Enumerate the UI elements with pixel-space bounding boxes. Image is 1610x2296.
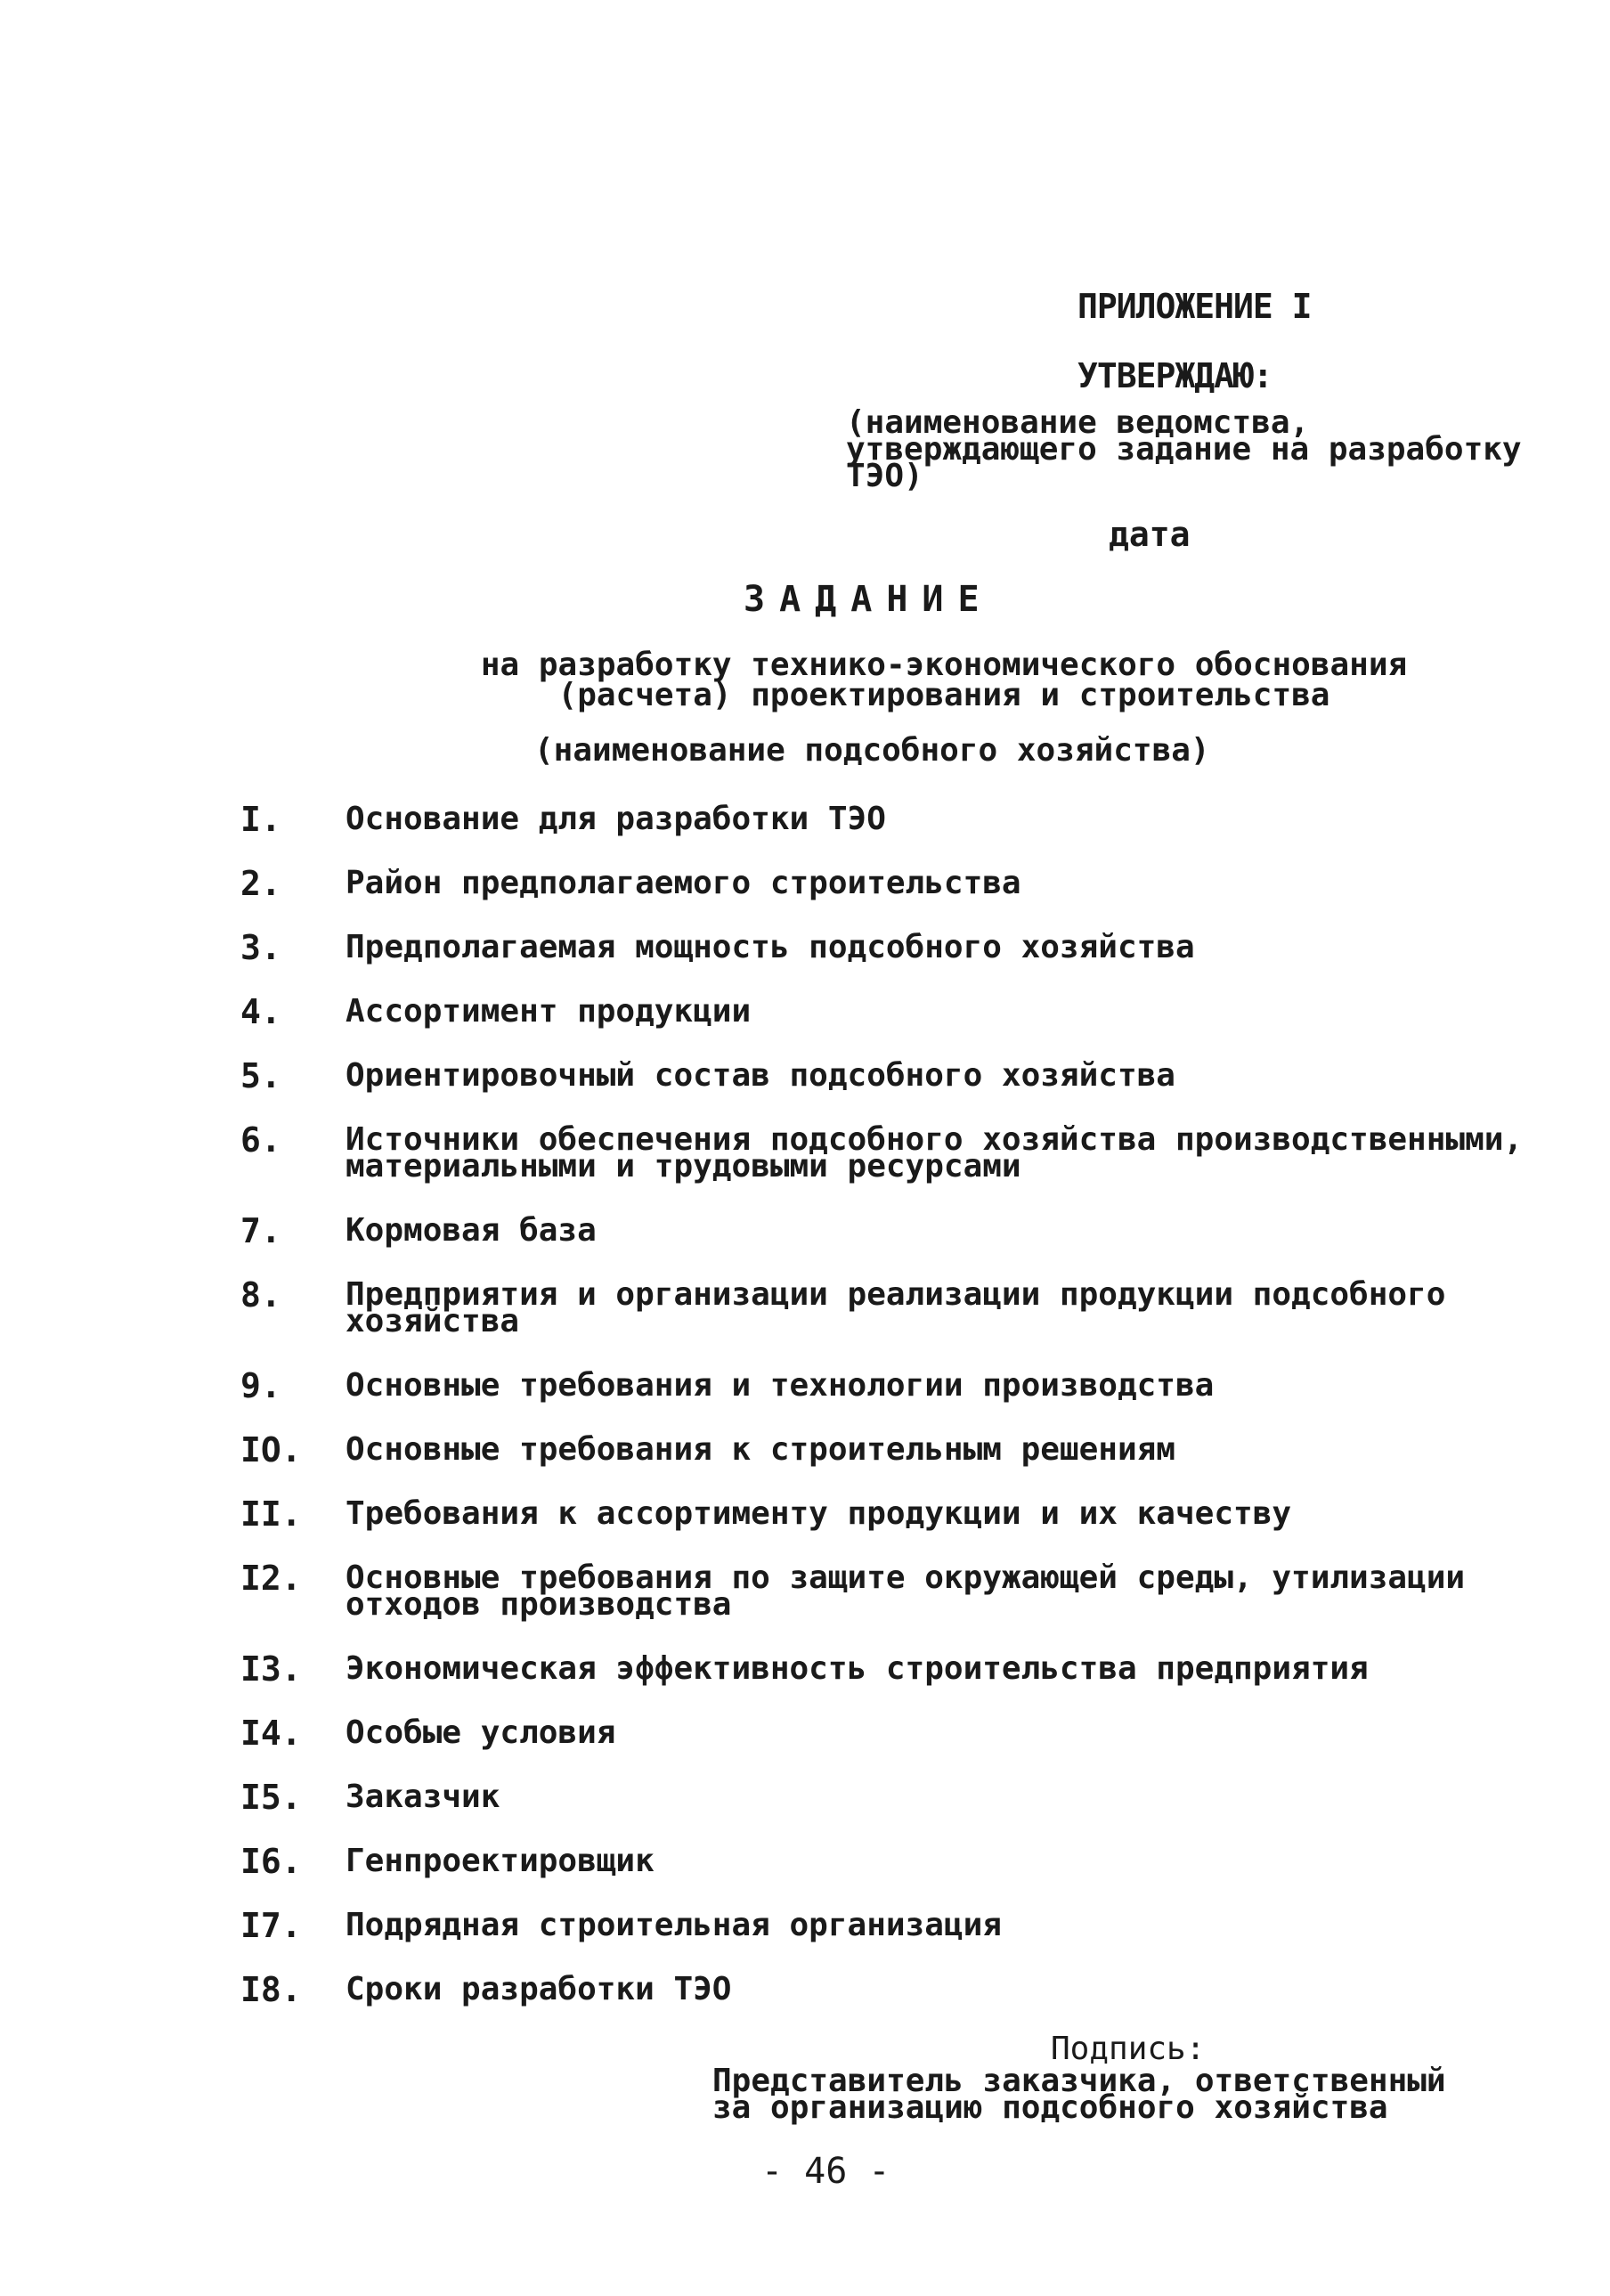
item-number: 8. (240, 1275, 281, 1315)
item-number: I. (240, 800, 281, 839)
list-item (240, 1056, 1532, 1127)
item-text: Ассортимент продукции (346, 993, 752, 1030)
item-number: I2. (240, 1559, 302, 1598)
item-number: I3. (240, 1649, 302, 1689)
item-number: 7. (240, 1211, 281, 1250)
item-text: Предполагаемая мощность подсобного хозяйства (346, 929, 1195, 965)
approve-note: (наименование ведомства, утверждающего задание на разработку ТЭО) (846, 404, 1522, 494)
item-text: Генпроектировщик (346, 1843, 655, 1879)
item-number: I5. (240, 1778, 302, 1817)
item-text: Основные требования по защите окружающей среды, утилизации отходов производства (346, 1559, 1466, 1623)
appendix-label: ПРИЛОЖЕНИЕ I (1077, 287, 1312, 326)
list-item (240, 1842, 1532, 1912)
list-item (240, 1430, 1532, 1501)
item-number: 3. (240, 928, 281, 967)
document-subtitle: на разработку технико-экономического обоснования (расчета) проектирования и строительства (480, 647, 1408, 713)
list-item (240, 928, 1532, 998)
document-title: ЗАДАНИЕ (744, 579, 994, 620)
item-number: 9. (240, 1366, 281, 1405)
item-number: 4. (240, 992, 281, 1031)
list-item (240, 1559, 1532, 1656)
approve-label: УТВЕРЖДАЮ: (1077, 356, 1273, 395)
item-text: Район предполагаемого строительства (346, 865, 1021, 901)
item-text: Требования к ассортименту продукции и их качеству (346, 1495, 1292, 1532)
item-number: I6. (240, 1842, 302, 1881)
list-item (240, 864, 1532, 934)
list-item (240, 1275, 1532, 1372)
item-text: Основные требования к строительным решениям (346, 1431, 1175, 1468)
list-item (240, 1970, 1532, 2040)
list-item (240, 1366, 1532, 1437)
item-text: Подрядная строительная организация (346, 1907, 1002, 1943)
item-text: Источники обеспечения подсобного хозяйства производственными, материальными и трудовыми ресурсами (346, 1121, 1524, 1185)
item-number: 2. (240, 864, 281, 903)
item-text: Особые условия (346, 1714, 616, 1751)
list-item (240, 1714, 1532, 1784)
item-number: IO. (240, 1430, 302, 1470)
farm-name-placeholder: (наименование подсобного хозяйства) (534, 732, 1210, 769)
item-text: Сроки разработки ТЭО (346, 1971, 732, 2007)
item-number: 5. (240, 1056, 281, 1095)
signature-role: Представитель заказчика, ответственный за организацию подсобного хозяйства (712, 2063, 1446, 2126)
list-item (240, 992, 1532, 1063)
list-item (240, 1120, 1532, 1217)
list-item (240, 800, 1532, 870)
item-text: Кормовая база (346, 1212, 597, 1249)
item-number: II. (240, 1494, 302, 1534)
list-item (240, 1778, 1532, 1848)
item-number: I7. (240, 1906, 302, 1945)
item-text: Экономическая эффективность строительства предприятия (346, 1650, 1369, 1687)
item-text: Ориентировочный состав подсобного хозяйства (346, 1057, 1175, 1094)
item-number: I4. (240, 1714, 302, 1753)
list-item (240, 1906, 1532, 1976)
signature-label: Подпись: (1051, 2031, 1206, 2067)
item-text: Заказчик (346, 1779, 500, 1815)
item-number: I8. (240, 1970, 302, 2009)
page-number: - 46 - (761, 2151, 890, 2192)
list-item (240, 1649, 1532, 1720)
date-label: дата (1109, 515, 1191, 554)
item-text: Предприятия и организации реализации продукции подсобного хозяйства (346, 1276, 1446, 1339)
item-text: Основание для разработки ТЭО (346, 801, 886, 837)
item-number: 6. (240, 1120, 281, 1160)
item-text: Основные требования и технологии производства (346, 1367, 1215, 1404)
task-items-list (240, 800, 1532, 2040)
list-item (240, 1211, 1532, 1282)
list-item (240, 1494, 1532, 1565)
